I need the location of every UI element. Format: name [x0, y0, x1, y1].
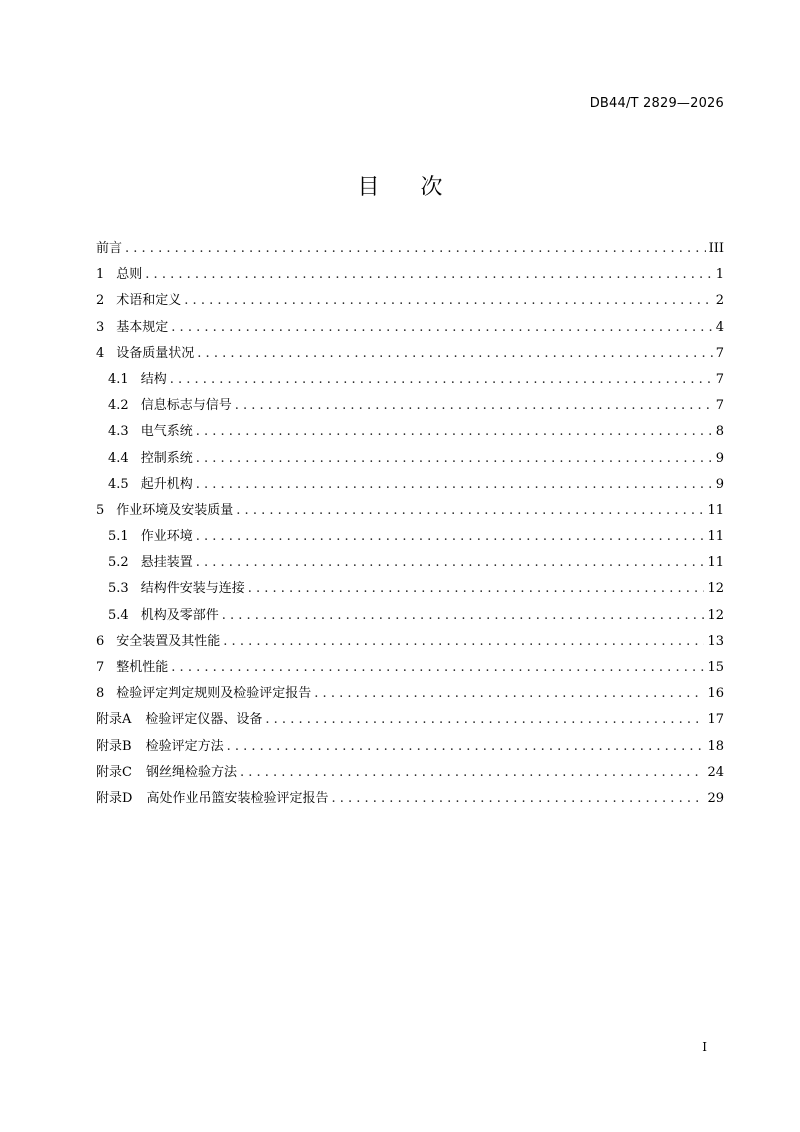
toc-entry[interactable]: [96, 446, 724, 472]
toc-entry[interactable]: [96, 603, 724, 629]
toc-entry-title: 检验评定方法: [145, 738, 224, 754]
toc-leader-dots: [196, 446, 713, 472]
toc-entry-page: 17: [707, 712, 724, 728]
toc-entry[interactable]: [96, 786, 724, 812]
toc-entry-title: 机构及零部件: [140, 607, 219, 623]
toc-entry-title: 作业环境: [140, 529, 193, 545]
toc-entry-number: 4: [96, 345, 105, 361]
toc-entry-title: 检验评定仪器、设备: [145, 712, 263, 728]
toc-leader-dots: [196, 419, 713, 445]
toc-entry-page: 8: [715, 424, 724, 440]
toc-entry-number: 5.3: [108, 581, 129, 597]
table-of-contents: [96, 236, 724, 812]
toc-entry-page: 4: [715, 319, 724, 335]
toc-entry-title: 前言: [96, 241, 123, 256]
toc-entry-page: 13: [707, 633, 724, 649]
toc-entry-page: 7: [715, 345, 724, 361]
toc-entry[interactable]: [96, 734, 724, 760]
toc-entry-title: 总则: [116, 267, 143, 283]
toc-entry-number: 4.5: [108, 476, 129, 492]
toc-entry-number: 5.4: [108, 607, 129, 623]
toc-entry-page: 11: [707, 502, 724, 518]
toc-leader-dots: [145, 262, 712, 288]
toc-entry-number: 附录B: [96, 738, 132, 754]
toc-entry-page: 7: [715, 398, 724, 414]
toc-leader-dots: [236, 498, 704, 524]
toc-entry[interactable]: [96, 236, 724, 262]
toc-entry[interactable]: [96, 681, 724, 707]
toc-entry[interactable]: [96, 288, 724, 314]
toc-leader-dots: [125, 236, 706, 262]
toc-entry-page: III: [708, 241, 724, 256]
toc-leader-dots: [265, 707, 704, 733]
toc-leader-dots: [227, 734, 705, 760]
toc-entry-page: 12: [707, 581, 724, 597]
toc-entry-page: 11: [707, 555, 724, 571]
toc-entry[interactable]: [96, 760, 724, 786]
toc-entry-number: 附录A: [96, 712, 132, 728]
toc-entry-title: 基本规定: [116, 319, 169, 335]
toc-entry-title: 术语和定义: [116, 293, 182, 309]
toc-title-char-2: 次: [420, 175, 443, 200]
toc-entry-page: 2: [715, 293, 724, 309]
toc-entry-title: 高处作业吊篮安装检验评定报告: [146, 790, 329, 806]
toc-entry[interactable]: [96, 524, 724, 550]
toc-leader-dots: [184, 288, 712, 314]
toc-leader-dots: [240, 760, 704, 786]
toc-entry-title: 设备质量状况: [116, 345, 195, 361]
toc-entry-number: 附录C: [96, 764, 132, 780]
toc-entry-title: 钢丝绳检验方法: [145, 764, 237, 780]
toc-entry[interactable]: [96, 629, 724, 655]
toc-entry-page: 15: [707, 660, 724, 675]
toc-entry-page: 9: [715, 450, 724, 466]
toc-leader-dots: [197, 341, 712, 367]
toc-leader-dots: [248, 576, 705, 602]
toc-entry[interactable]: [96, 393, 724, 419]
toc-leader-dots: [196, 472, 713, 498]
toc-entry[interactable]: [96, 367, 724, 393]
toc-entry[interactable]: [96, 655, 724, 681]
toc-entry-number: 7: [96, 660, 105, 675]
toc-entry-number: 5.1: [108, 529, 129, 545]
toc-entry-title: 检验评定判定规则及检验评定报告: [116, 686, 312, 702]
toc-entry-number: 5.2: [108, 555, 129, 571]
toc-entry-number: 附录D: [96, 790, 133, 806]
toc-entry-number: 6: [96, 633, 105, 649]
toc-entry-title: 起升机构: [140, 476, 193, 492]
toc-entry[interactable]: [96, 550, 724, 576]
toc-entry-title: 信息标志与信号: [140, 398, 232, 414]
toc-entry-title: 整机性能: [116, 660, 169, 675]
toc-entry[interactable]: [96, 576, 724, 602]
toc-entry-page: 12: [707, 607, 724, 623]
toc-leader-dots: [235, 393, 713, 419]
toc-entry-page: 9: [715, 476, 724, 492]
toc-entry-title: 电气系统: [140, 424, 193, 440]
toc-entry-title: 悬挂装置: [140, 555, 193, 571]
toc-leader-dots: [314, 681, 704, 707]
toc-entry-page: 24: [707, 764, 724, 780]
toc-leader-dots: [196, 524, 705, 550]
toc-leader-dots: [171, 315, 712, 341]
toc-entry[interactable]: [96, 472, 724, 498]
toc-entry[interactable]: [96, 707, 724, 733]
toc-title-char-1: 目: [357, 175, 380, 200]
toc-entry-title: 作业环境及安装质量: [116, 502, 234, 518]
toc-entry-title: 控制系统: [140, 450, 193, 466]
document-code: DB44/T 2829—2026: [589, 96, 724, 111]
toc-entry-number: 4.3: [108, 424, 129, 440]
toc-entry-page: 7: [715, 371, 724, 387]
toc-entry-page: 11: [707, 529, 724, 545]
toc-entry-number: 5: [96, 502, 105, 518]
toc-entry[interactable]: [96, 315, 724, 341]
toc-entry-number: 4.4: [108, 450, 129, 466]
toc-entry-title: 安全装置及其性能: [116, 633, 221, 649]
toc-leader-dots: [223, 629, 704, 655]
toc-leader-dots: [196, 550, 705, 576]
toc-entry-page: 29: [707, 790, 724, 806]
toc-entry-number: 4.2: [108, 398, 129, 414]
toc-entry-number: 3: [96, 319, 105, 335]
toc-entry-number: 2: [96, 293, 105, 309]
toc-entry[interactable]: [96, 419, 724, 445]
toc-leader-dots: [331, 786, 704, 812]
toc-title: [0, 170, 800, 201]
toc-entry-page: 18: [707, 738, 724, 754]
toc-entry[interactable]: [96, 498, 724, 524]
toc-entry[interactable]: [96, 341, 724, 367]
page-number: I: [702, 1040, 707, 1054]
toc-entry-page: 16: [707, 686, 724, 702]
toc-entry-number: 1: [96, 267, 105, 283]
toc-leader-dots: [222, 603, 705, 629]
toc-leader-dots: [171, 655, 704, 681]
toc-entry-title: 结构件安装与连接: [140, 581, 245, 597]
toc-entry-number: 4.1: [108, 371, 129, 387]
toc-entry-title: 结构: [140, 371, 167, 387]
toc-entry[interactable]: [96, 262, 724, 288]
toc-entry-number: 8: [96, 686, 105, 702]
toc-leader-dots: [170, 367, 713, 393]
toc-entry-page: 1: [715, 267, 724, 283]
